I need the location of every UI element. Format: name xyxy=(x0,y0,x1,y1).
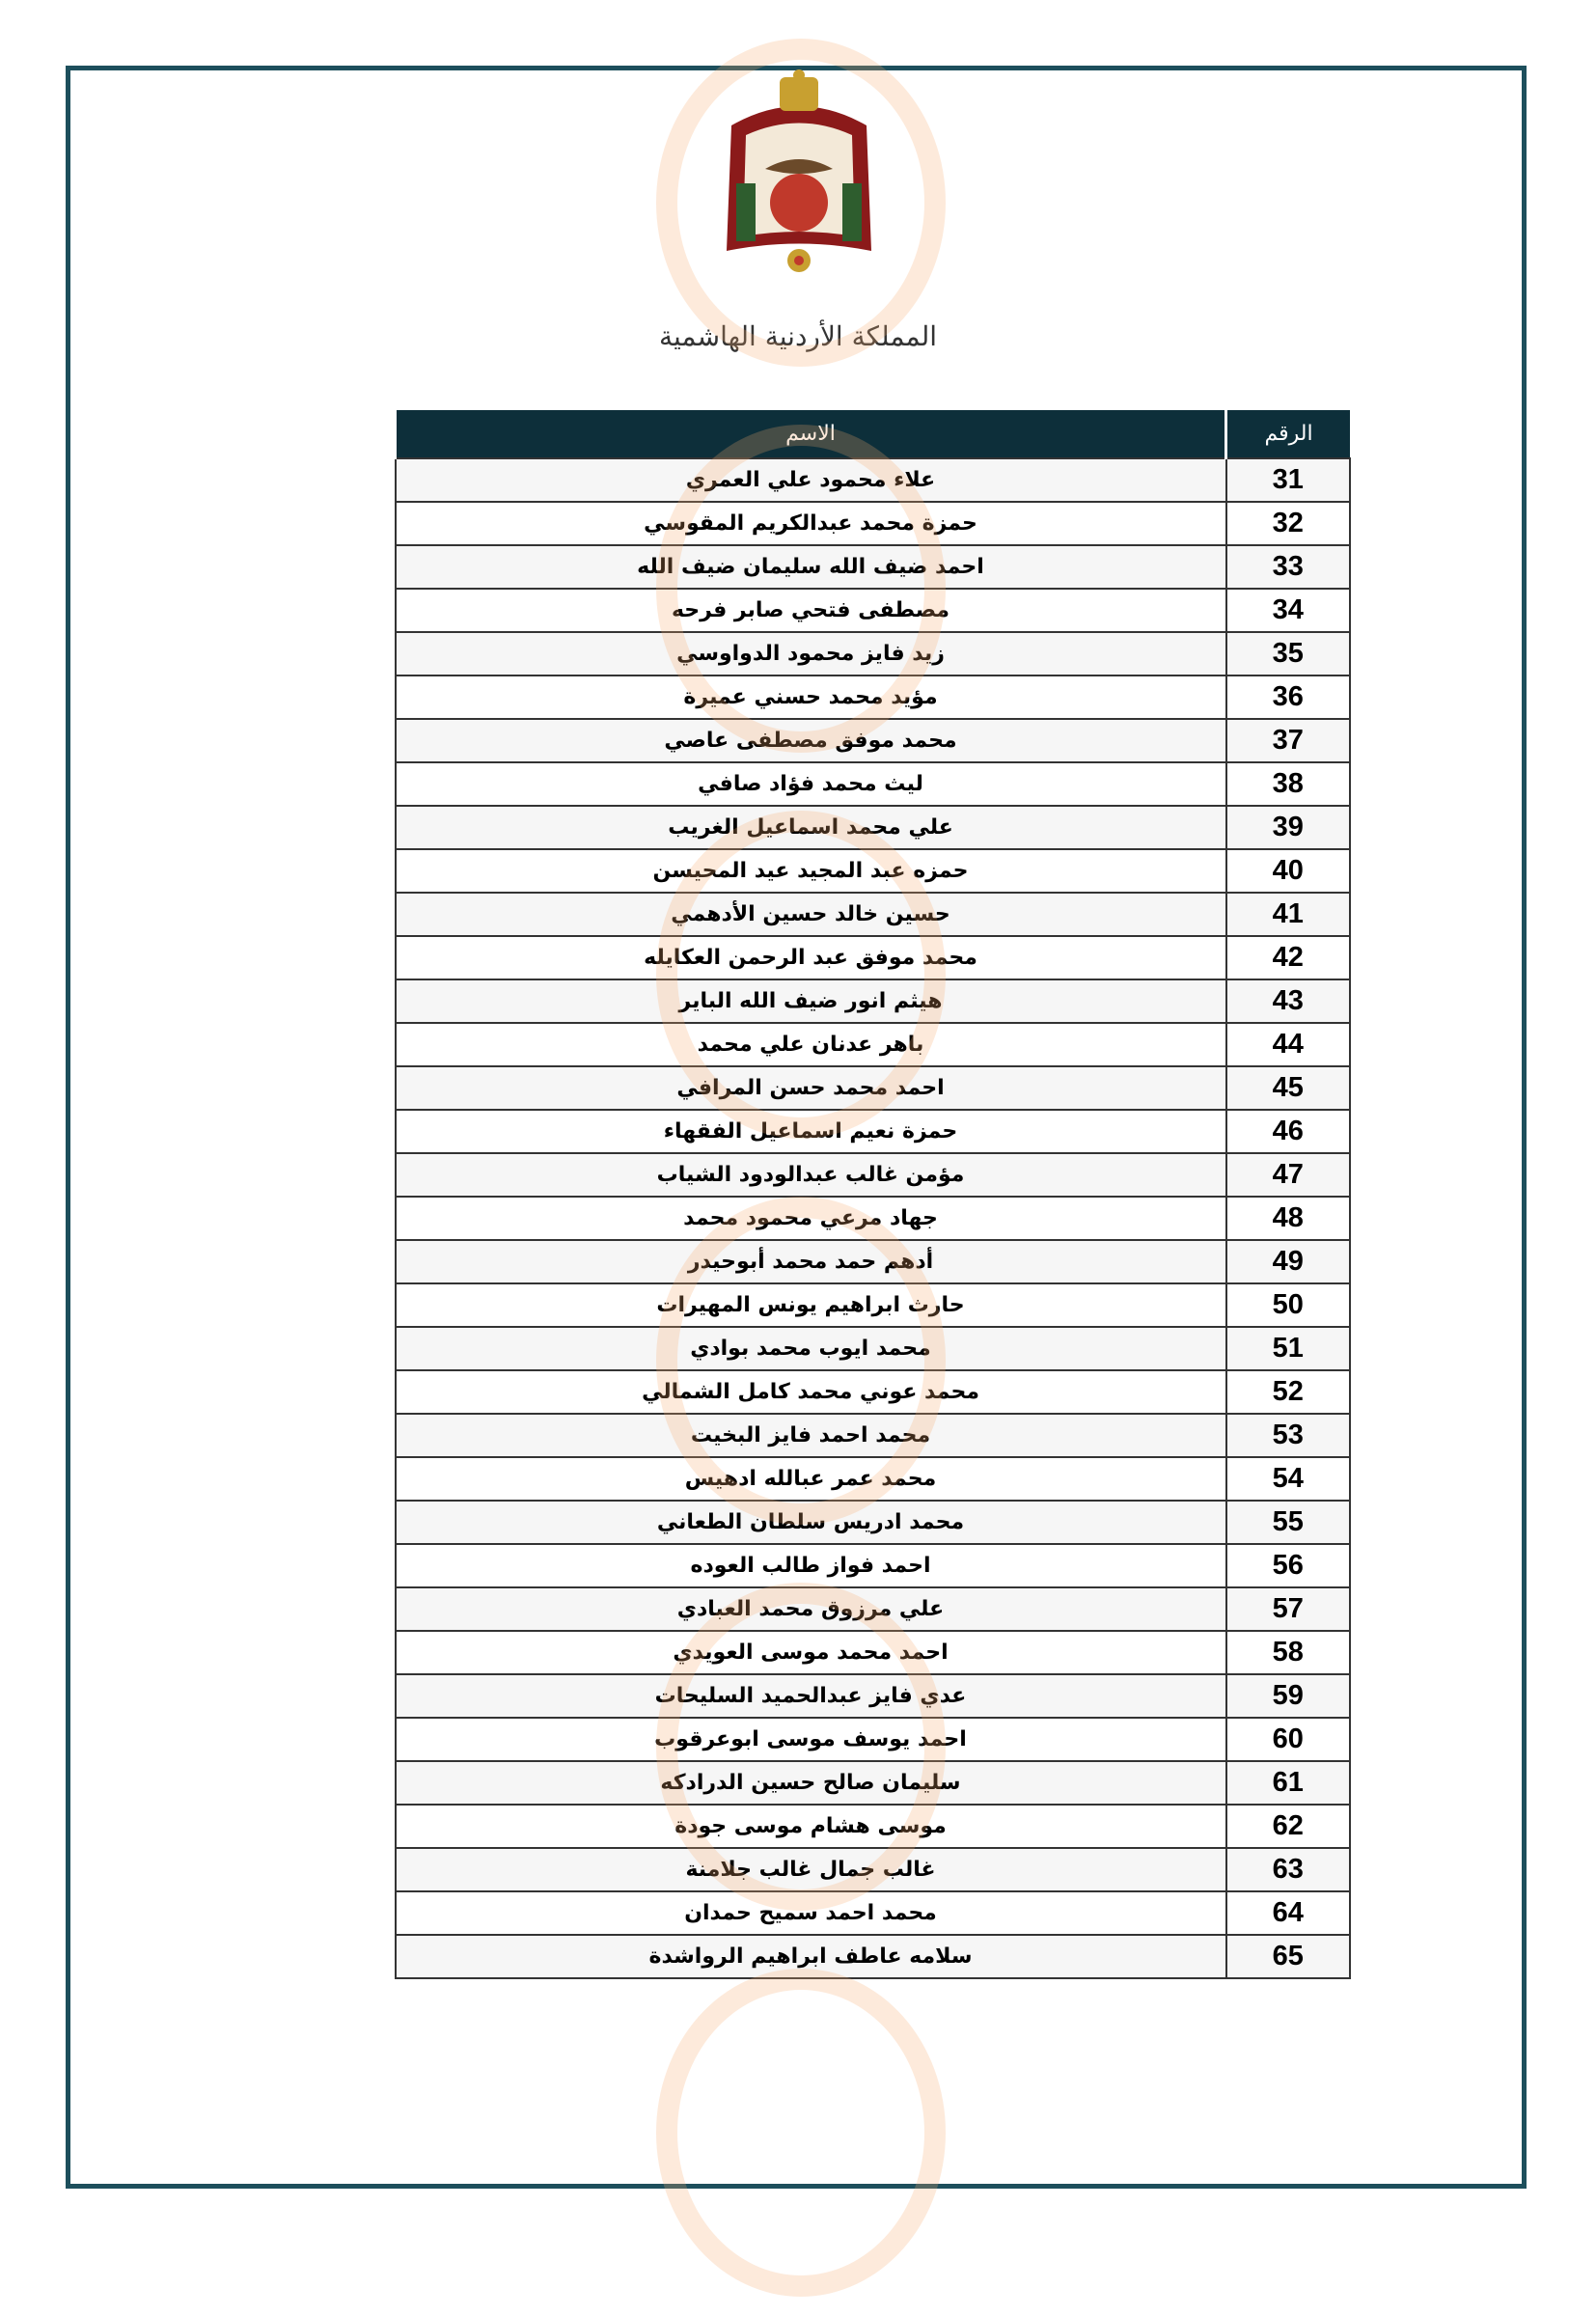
row-name: محمد عمر عبالله ادهيس xyxy=(396,1457,1226,1501)
table-row xyxy=(396,1805,1351,1848)
row-name: جهاد مرعي محمود محمد xyxy=(396,1197,1226,1240)
row-number: 32 xyxy=(1226,502,1351,545)
table-row xyxy=(396,502,1351,545)
table-row xyxy=(396,849,1351,893)
row-name: محمد موفق مصطفى عاصي xyxy=(396,719,1226,762)
table-row xyxy=(396,1414,1351,1457)
row-name: علي مرزوق محمد العبادي xyxy=(396,1587,1226,1631)
row-number: 42 xyxy=(1226,936,1351,979)
table-row xyxy=(396,979,1351,1023)
row-number: 57 xyxy=(1226,1587,1351,1631)
table-row xyxy=(396,1587,1351,1631)
table-row xyxy=(396,458,1351,502)
table-row xyxy=(396,806,1351,849)
row-name: احمد محمد حسن المرافي xyxy=(396,1066,1226,1110)
row-name: محمد احمد فايز البخيت xyxy=(396,1414,1226,1457)
row-name: حارث ابراهيم يونس المهيرات xyxy=(396,1283,1226,1327)
row-number: 37 xyxy=(1226,719,1351,762)
table-row xyxy=(396,1283,1351,1327)
row-name: حمزه عبد المجيد عيد المحيسن xyxy=(396,849,1226,893)
table-row xyxy=(396,1153,1351,1197)
table-row xyxy=(396,545,1351,589)
table-row xyxy=(396,1674,1351,1718)
row-number: 36 xyxy=(1226,676,1351,719)
country-name-caption: المملكة الأردنية الهاشمية xyxy=(658,320,938,352)
row-name: محمد ادريس سلطان الطعاني xyxy=(396,1501,1226,1544)
row-number: 64 xyxy=(1226,1891,1351,1935)
table-row xyxy=(396,1327,1351,1370)
row-name: حمزة محمد عبدالكريم المقوسي xyxy=(396,502,1226,545)
row-number: 60 xyxy=(1226,1718,1351,1761)
row-name: محمد موفق عبد الرحمن العكايله xyxy=(396,936,1226,979)
row-name: مؤمن غالب عبدالودود الشياب xyxy=(396,1153,1226,1197)
row-name: محمد احمد سميح حمدان xyxy=(396,1891,1226,1935)
row-name: احمد فواز طالب العوده xyxy=(396,1544,1226,1587)
table-row xyxy=(396,1761,1351,1805)
row-number: 51 xyxy=(1226,1327,1351,1370)
jordan-coat-of-arms-emblem xyxy=(712,68,886,290)
table-row xyxy=(396,1935,1351,1978)
row-number: 34 xyxy=(1226,589,1351,632)
row-number: 50 xyxy=(1226,1283,1351,1327)
table-row xyxy=(396,1197,1351,1240)
row-name: حسين خالد حسين الأدهمي xyxy=(396,893,1226,936)
row-name: ليث محمد فؤاد صافي xyxy=(396,762,1226,806)
row-number: 52 xyxy=(1226,1370,1351,1414)
table-row xyxy=(396,1631,1351,1674)
row-number: 59 xyxy=(1226,1674,1351,1718)
row-number: 58 xyxy=(1226,1631,1351,1674)
table-row xyxy=(396,1110,1351,1153)
row-number: 65 xyxy=(1226,1935,1351,1978)
row-number: 61 xyxy=(1226,1761,1351,1805)
table-row xyxy=(396,1891,1351,1935)
row-name: مؤيد محمد حسني عميرة xyxy=(396,676,1226,719)
row-number: 47 xyxy=(1226,1153,1351,1197)
row-number: 62 xyxy=(1226,1805,1351,1848)
row-name: عدي فايز عبدالحميد السليحات xyxy=(396,1674,1226,1718)
row-name: هيثم انور ضيف الله الباير xyxy=(396,979,1226,1023)
table-row xyxy=(396,1066,1351,1110)
table-row xyxy=(396,1240,1351,1283)
row-name: محمد عوني محمد كامل الشمالي xyxy=(396,1370,1226,1414)
table-row xyxy=(396,1023,1351,1066)
row-number: 39 xyxy=(1226,806,1351,849)
row-number: 41 xyxy=(1226,893,1351,936)
row-number: 45 xyxy=(1226,1066,1351,1110)
row-number: 55 xyxy=(1226,1501,1351,1544)
row-number: 53 xyxy=(1226,1414,1351,1457)
row-number: 48 xyxy=(1226,1197,1351,1240)
row-name: علاء محمود علي العمري xyxy=(396,458,1226,502)
row-name: احمد يوسف موسى ابوعرقوب xyxy=(396,1718,1226,1761)
row-name: علي محمد اسماعيل الغريب xyxy=(396,806,1226,849)
table-row xyxy=(396,676,1351,719)
table-row xyxy=(396,936,1351,979)
row-number: 54 xyxy=(1226,1457,1351,1501)
row-number: 49 xyxy=(1226,1240,1351,1283)
row-name: غالب جمال غالب جلامنة xyxy=(396,1848,1226,1891)
table-row xyxy=(396,1718,1351,1761)
row-name: أدهم حمد محمد أبوحيدر xyxy=(396,1240,1226,1283)
table-row xyxy=(396,893,1351,936)
row-name: سليمان صالح حسين الدرادكه xyxy=(396,1761,1226,1805)
table-row xyxy=(396,1848,1351,1891)
row-name: موسى هشام موسى جودة xyxy=(396,1805,1226,1848)
table-row xyxy=(396,762,1351,806)
row-name: محمد ايوب محمد بوادي xyxy=(396,1327,1226,1370)
row-number: 63 xyxy=(1226,1848,1351,1891)
row-name: زيد فايز محمود الدواوسي xyxy=(396,632,1226,676)
table-row xyxy=(396,1544,1351,1587)
table-row xyxy=(396,1501,1351,1544)
row-name: حمزة نعيم اسماعيل الفقهاء xyxy=(396,1110,1226,1153)
row-number: 46 xyxy=(1226,1110,1351,1153)
table-row xyxy=(396,719,1351,762)
table-row xyxy=(396,632,1351,676)
row-name: باهر عدنان علي محمد xyxy=(396,1023,1226,1066)
row-number: 43 xyxy=(1226,979,1351,1023)
row-number: 31 xyxy=(1226,458,1351,502)
row-number: 33 xyxy=(1226,545,1351,589)
names-table xyxy=(394,410,1351,1979)
row-name: احمد محمد موسى العويدي xyxy=(396,1631,1226,1674)
table-row xyxy=(396,1370,1351,1414)
column-header-number: الرقم xyxy=(1226,410,1351,458)
row-number: 56 xyxy=(1226,1544,1351,1587)
table-row xyxy=(396,589,1351,632)
row-name: مصطفى فتحي صابر فرحه xyxy=(396,589,1226,632)
row-name: احمد ضيف الله سليمان ضيف الله xyxy=(396,545,1226,589)
table-header-row xyxy=(396,410,1351,458)
row-number: 38 xyxy=(1226,762,1351,806)
row-name: سلامه عاطف ابراهيم الرواشدة xyxy=(396,1935,1226,1978)
column-header-name: الاسم xyxy=(396,410,1226,458)
row-number: 40 xyxy=(1226,849,1351,893)
table-row xyxy=(396,1457,1351,1501)
row-number: 44 xyxy=(1226,1023,1351,1066)
row-number: 35 xyxy=(1226,632,1351,676)
